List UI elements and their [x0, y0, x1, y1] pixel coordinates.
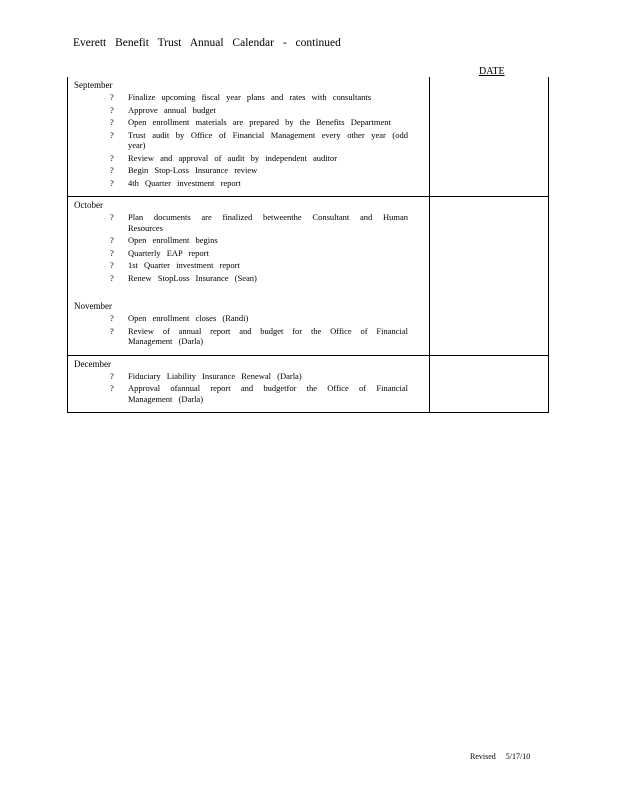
list-item: [68, 235, 429, 246]
task-text: Review and approval of audit by independent auditor: [128, 152, 338, 163]
list-item: [68, 165, 429, 176]
bullet-glyph: ?: [110, 325, 114, 336]
table-row-october-november: [67, 197, 549, 356]
task-text: 1st Quarter investment report: [128, 260, 240, 270]
bullet-glyph: ?: [110, 152, 114, 163]
list-item: [68, 178, 429, 189]
month-label-november: November: [74, 301, 112, 311]
bullet-glyph: ?: [110, 165, 114, 175]
list-item: [68, 260, 429, 271]
task-text: Plan documents are finalized betweenthe Consultant and Human Resources: [128, 212, 408, 233]
list-item: [68, 153, 429, 164]
bullet-glyph: ?: [110, 117, 114, 127]
month-label-december: December: [74, 358, 111, 369]
task-text: Approve annual budget: [128, 104, 216, 115]
task-text: Finalize upcoming fiscal year plans and rates with consultants: [128, 92, 372, 102]
task-text: Open enrollment materials are prepared by the Benefits Department: [128, 117, 391, 127]
table-row-september: [67, 77, 549, 197]
list-item: [68, 371, 429, 382]
bullet-glyph: ?: [110, 247, 114, 258]
september-task-list: [68, 92, 429, 188]
task-text: Begin Stop-Loss Insurance review: [128, 165, 258, 175]
list-item: [68, 326, 429, 347]
october-task-list: [68, 212, 429, 283]
list-item: [68, 248, 429, 259]
bullet-glyph: ?: [110, 260, 114, 270]
task-text: Review of annual report and budget for the Office of Financial Management (Darla): [128, 325, 408, 346]
task-text: Quarterly EAP report: [128, 247, 209, 258]
list-item: [68, 313, 429, 324]
list-item: [68, 92, 429, 103]
document-title: Everett Benefit Trust Annual Calendar - continued: [73, 37, 341, 49]
task-text: Fiduciary Liability Insurance Renewal (Darla): [128, 370, 302, 381]
october-november-cell: [68, 197, 430, 355]
task-text: 4th Quarter investment report: [128, 177, 241, 188]
bullet-glyph: ?: [110, 104, 114, 115]
list-item: [68, 383, 429, 404]
task-text: Trust audit by Office of Financial Management every other year (odd year): [128, 129, 408, 150]
date-cell-september: [430, 77, 548, 196]
month-label-september: September: [74, 80, 113, 90]
bullet-glyph: ?: [110, 383, 114, 393]
revision-note: [470, 752, 530, 761]
table-row-december: [67, 356, 549, 414]
task-text: Open enrollment closes (Randi): [128, 313, 249, 323]
list-item: [68, 130, 429, 151]
revised-date: 5/17/10: [505, 752, 531, 761]
bullet-glyph: ?: [110, 212, 114, 222]
task-text: Approval ofannual report and budgetfor the Office of Financial Management (Darla): [128, 383, 408, 404]
revised-label: Revised: [470, 752, 496, 761]
list-item: [68, 105, 429, 116]
date-column-label: DATE: [479, 66, 505, 77]
task-text: Renew StopLoss Insurance (Sean): [128, 272, 257, 283]
december-cell: [68, 356, 430, 413]
november-task-list: [68, 313, 429, 347]
list-item: [68, 273, 429, 284]
bullet-glyph: ?: [110, 129, 114, 140]
bullet-glyph: ?: [110, 272, 114, 283]
bullet-glyph: ?: [110, 235, 114, 245]
september-cell: [68, 77, 430, 196]
list-item: [68, 212, 429, 233]
calendar-table: [67, 77, 549, 413]
december-task-list: [68, 371, 429, 405]
bullet-glyph: ?: [110, 92, 114, 102]
task-text: Open enrollment begins: [128, 235, 218, 245]
bullet-glyph: ?: [110, 177, 114, 188]
month-label-october: October: [74, 200, 103, 210]
date-cell-december: [430, 356, 548, 413]
bullet-glyph: ?: [110, 313, 114, 323]
list-item: [68, 117, 429, 128]
bullet-glyph: ?: [110, 370, 114, 381]
date-cell-october-november: [430, 197, 548, 355]
